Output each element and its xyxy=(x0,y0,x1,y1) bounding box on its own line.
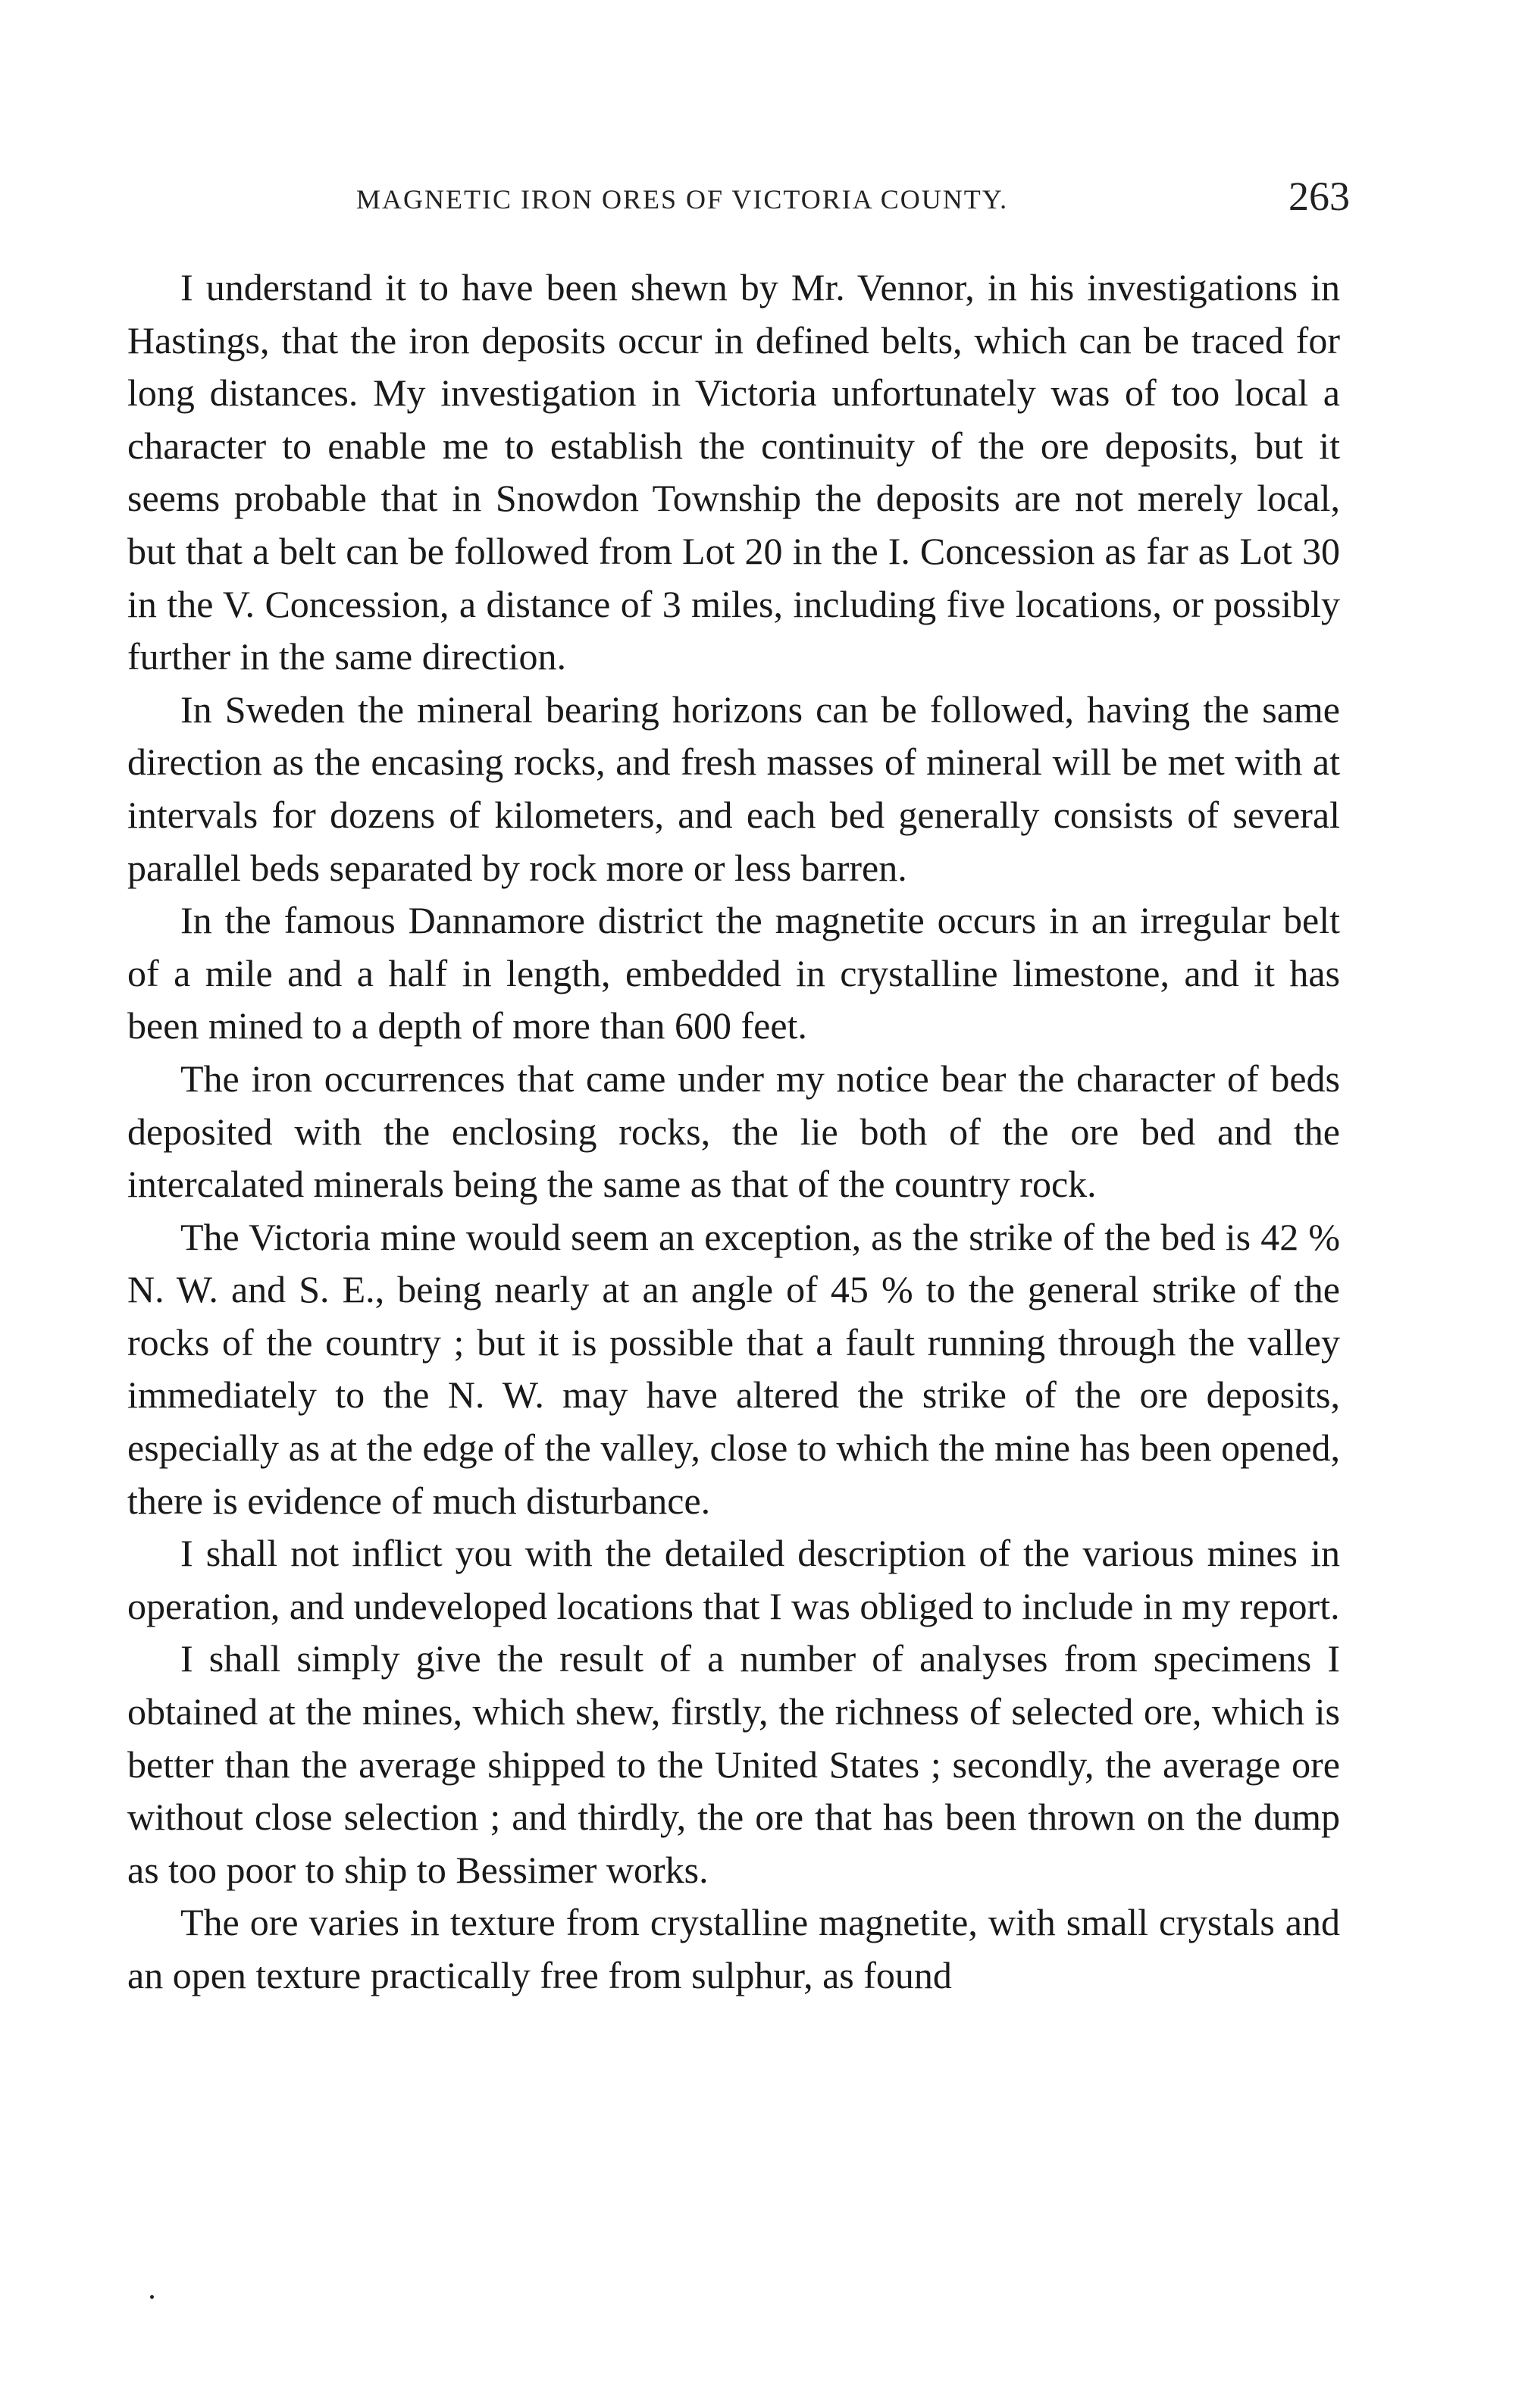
paragraph: In Sweden the mineral bearing horizons can be followed, having the same direction as the encasing rocks, and fresh masses of mineral will be met with at intervals for dozens of kilometers, and each bed generally consists of several parallel beds separated by rock more or less barren. xyxy=(127,687,1340,889)
body-text xyxy=(127,261,1340,2002)
paragraph: I shall not inflict you with the detailed description of the various mines in operation, and undeveloped locations that I was obliged to include in my report. xyxy=(127,1532,1340,1627)
paragraph: The Victoria mine would seem an exception, as the strike of the bed is 42 % N. W. and S. E., being nearly at an angle of 45 % to the general strike of the rocks of the country ; but it is possible that a fault running through the valley immediately to the N. W. may have altered the strike of the ore deposits, especially as at the edge of the valley, close to which the mine has been opened, there is evidence of much disturbance. xyxy=(127,1215,1340,1522)
paragraph: I understand it to have been shewn by Mr. Vennor, in his investigations in Hastings, that the iron deposits occur in defined belts, which can be traced for long distances. My investigation in Victoria unfortunately was of too local a character to enable me to establish the continuity of the ore deposits, but it seems probable that in Snowdon Township the deposits are not merely local, but that a belt can be followed from Lot 20 in the I. Concession as far as Lot 30 in the V. Concession, a distance of 3 miles, including five locations, or possibly further in the same direction. xyxy=(127,266,1340,678)
paragraph: In the famous Dannamore district the magnetite occurs in an irregular belt of a mile and a half in length, embedded in crystalline limestone, and it has been mined to a depth of more than 600 feet. xyxy=(127,899,1340,1047)
running-head: MAGNETIC IRON ORES OF VICTORIA COUNTY. xyxy=(356,184,1009,214)
ink-speck xyxy=(150,2295,154,2299)
paragraph: I shall simply give the result of a number of analyses from specimens I obtained at the mines, which shew, firstly, the richness of selected ore, which is better than the average shipped to the United States ; secondly, the average ore without close selection ; and thirdly, the ore that has been thrown on the dump as too poor to ship to Bessimer works. xyxy=(127,1637,1340,1891)
paragraph: The iron occurrences that came under my notice bear the character of beds deposited with the enclosing rocks, the lie both of the ore bed and the intercalated minerals being the same as that of the country rock. xyxy=(127,1057,1340,1206)
paragraph: The ore varies in texture from crystalline magnetite, with small crystals and an open texture practically free from sulphur, as found xyxy=(127,1901,1340,1996)
page-number: 263 xyxy=(1288,174,1350,219)
